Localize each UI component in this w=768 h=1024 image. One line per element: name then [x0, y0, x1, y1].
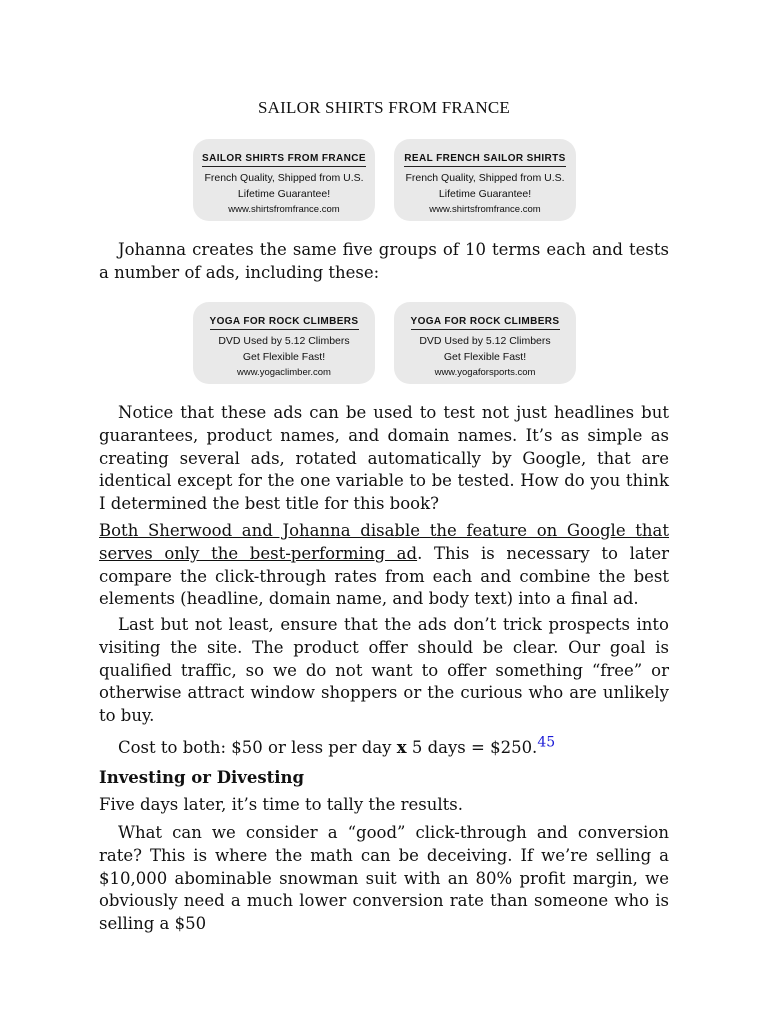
heading-investing: Investing or Divesting: [99, 768, 305, 787]
paragraph-what: What can we consider a “good” click-through and conversion rate? This is where the math can be deceiving. If we’re selling a $10,000 abominable snowman suit with an 80% profit margin, we obviously need a much lower conversion rate than someone who is selling a $50: [99, 823, 669, 934]
footnote-link[interactable]: 45: [537, 734, 556, 751]
ad-line: DVD Used by 5.12 Climbers: [419, 335, 551, 347]
sailor-ads-row: [99, 139, 669, 221]
ad-headline: YOGA FOR ROCK CLIMBERS: [411, 316, 560, 330]
ad-yoga-2: [394, 302, 576, 384]
ad-line: French Quality, Shipped from U.S.: [204, 172, 364, 184]
cost-suffix: 5 days = $250.: [406, 738, 538, 757]
ad-url: www.shirtsfromfrance.com: [429, 204, 541, 215]
paragraph-five-days: Five days later, it’s time to tally the results.: [99, 795, 464, 814]
ad-line: Lifetime Guarantee!: [438, 188, 532, 200]
ad-line: Get Flexible Fast!: [443, 351, 527, 363]
ad-yoga-1: [193, 302, 375, 384]
ad-url: www.yogaclimber.com: [237, 367, 331, 378]
cost-prefix: Cost to both: $50 or less per day: [118, 738, 397, 757]
ad-line: Lifetime Guarantee!: [237, 188, 331, 200]
paragraph-notice: Notice that these ads can be used to test not just headlines but guarantees, product names, and domain names. It’s as simple as creating several ads, rotated automatically by Google, that are identical except for the one variable to be tested. How do you think I determined the best title for this book?: [99, 403, 669, 514]
ad-line: Get Flexible Fast!: [242, 351, 326, 363]
paragraph-johanna: Johanna creates the same five groups of 10 terms each and tests a number of ads, including these:: [99, 240, 669, 282]
cost-line: [99, 734, 669, 760]
paragraph-both: [99, 520, 669, 611]
cost-times: x: [396, 738, 407, 757]
ad-line: French Quality, Shipped from U.S.: [405, 172, 565, 184]
section-title: SAILOR SHIRTS FROM FRANCE: [258, 98, 510, 117]
ad-sailor-1: [193, 139, 375, 221]
ad-headline: SAILOR SHIRTS FROM FRANCE: [202, 153, 366, 167]
ad-line: DVD Used by 5.12 Climbers: [218, 335, 350, 347]
ad-headline: YOGA FOR ROCK CLIMBERS: [210, 316, 359, 330]
yoga-ads-row: [99, 302, 669, 384]
underlined-text: Both Sherwood and Johanna disable the feature on Google that serves only the best-performing ad: [99, 521, 669, 563]
ad-url: www.yogaforsports.com: [434, 367, 536, 378]
ad-sailor-2: [394, 139, 576, 221]
ad-headline: REAL FRENCH SAILOR SHIRTS: [404, 153, 566, 167]
paragraph-last: Last but not least, ensure that the ads don’t trick prospects into visiting the site. The product offer should be clear. Our goal is qualified traffic, so we do not want to offer something “free” or otherwise attract window shoppers or the curious who are unlikely to buy.: [99, 615, 669, 726]
ad-url: www.shirtsfromfrance.com: [228, 204, 340, 215]
paragraph-text: . This is necessary to later compare the click-through rates from each and combine the best elements (headline, domain name, and body text) into a final ad.: [99, 543, 669, 609]
